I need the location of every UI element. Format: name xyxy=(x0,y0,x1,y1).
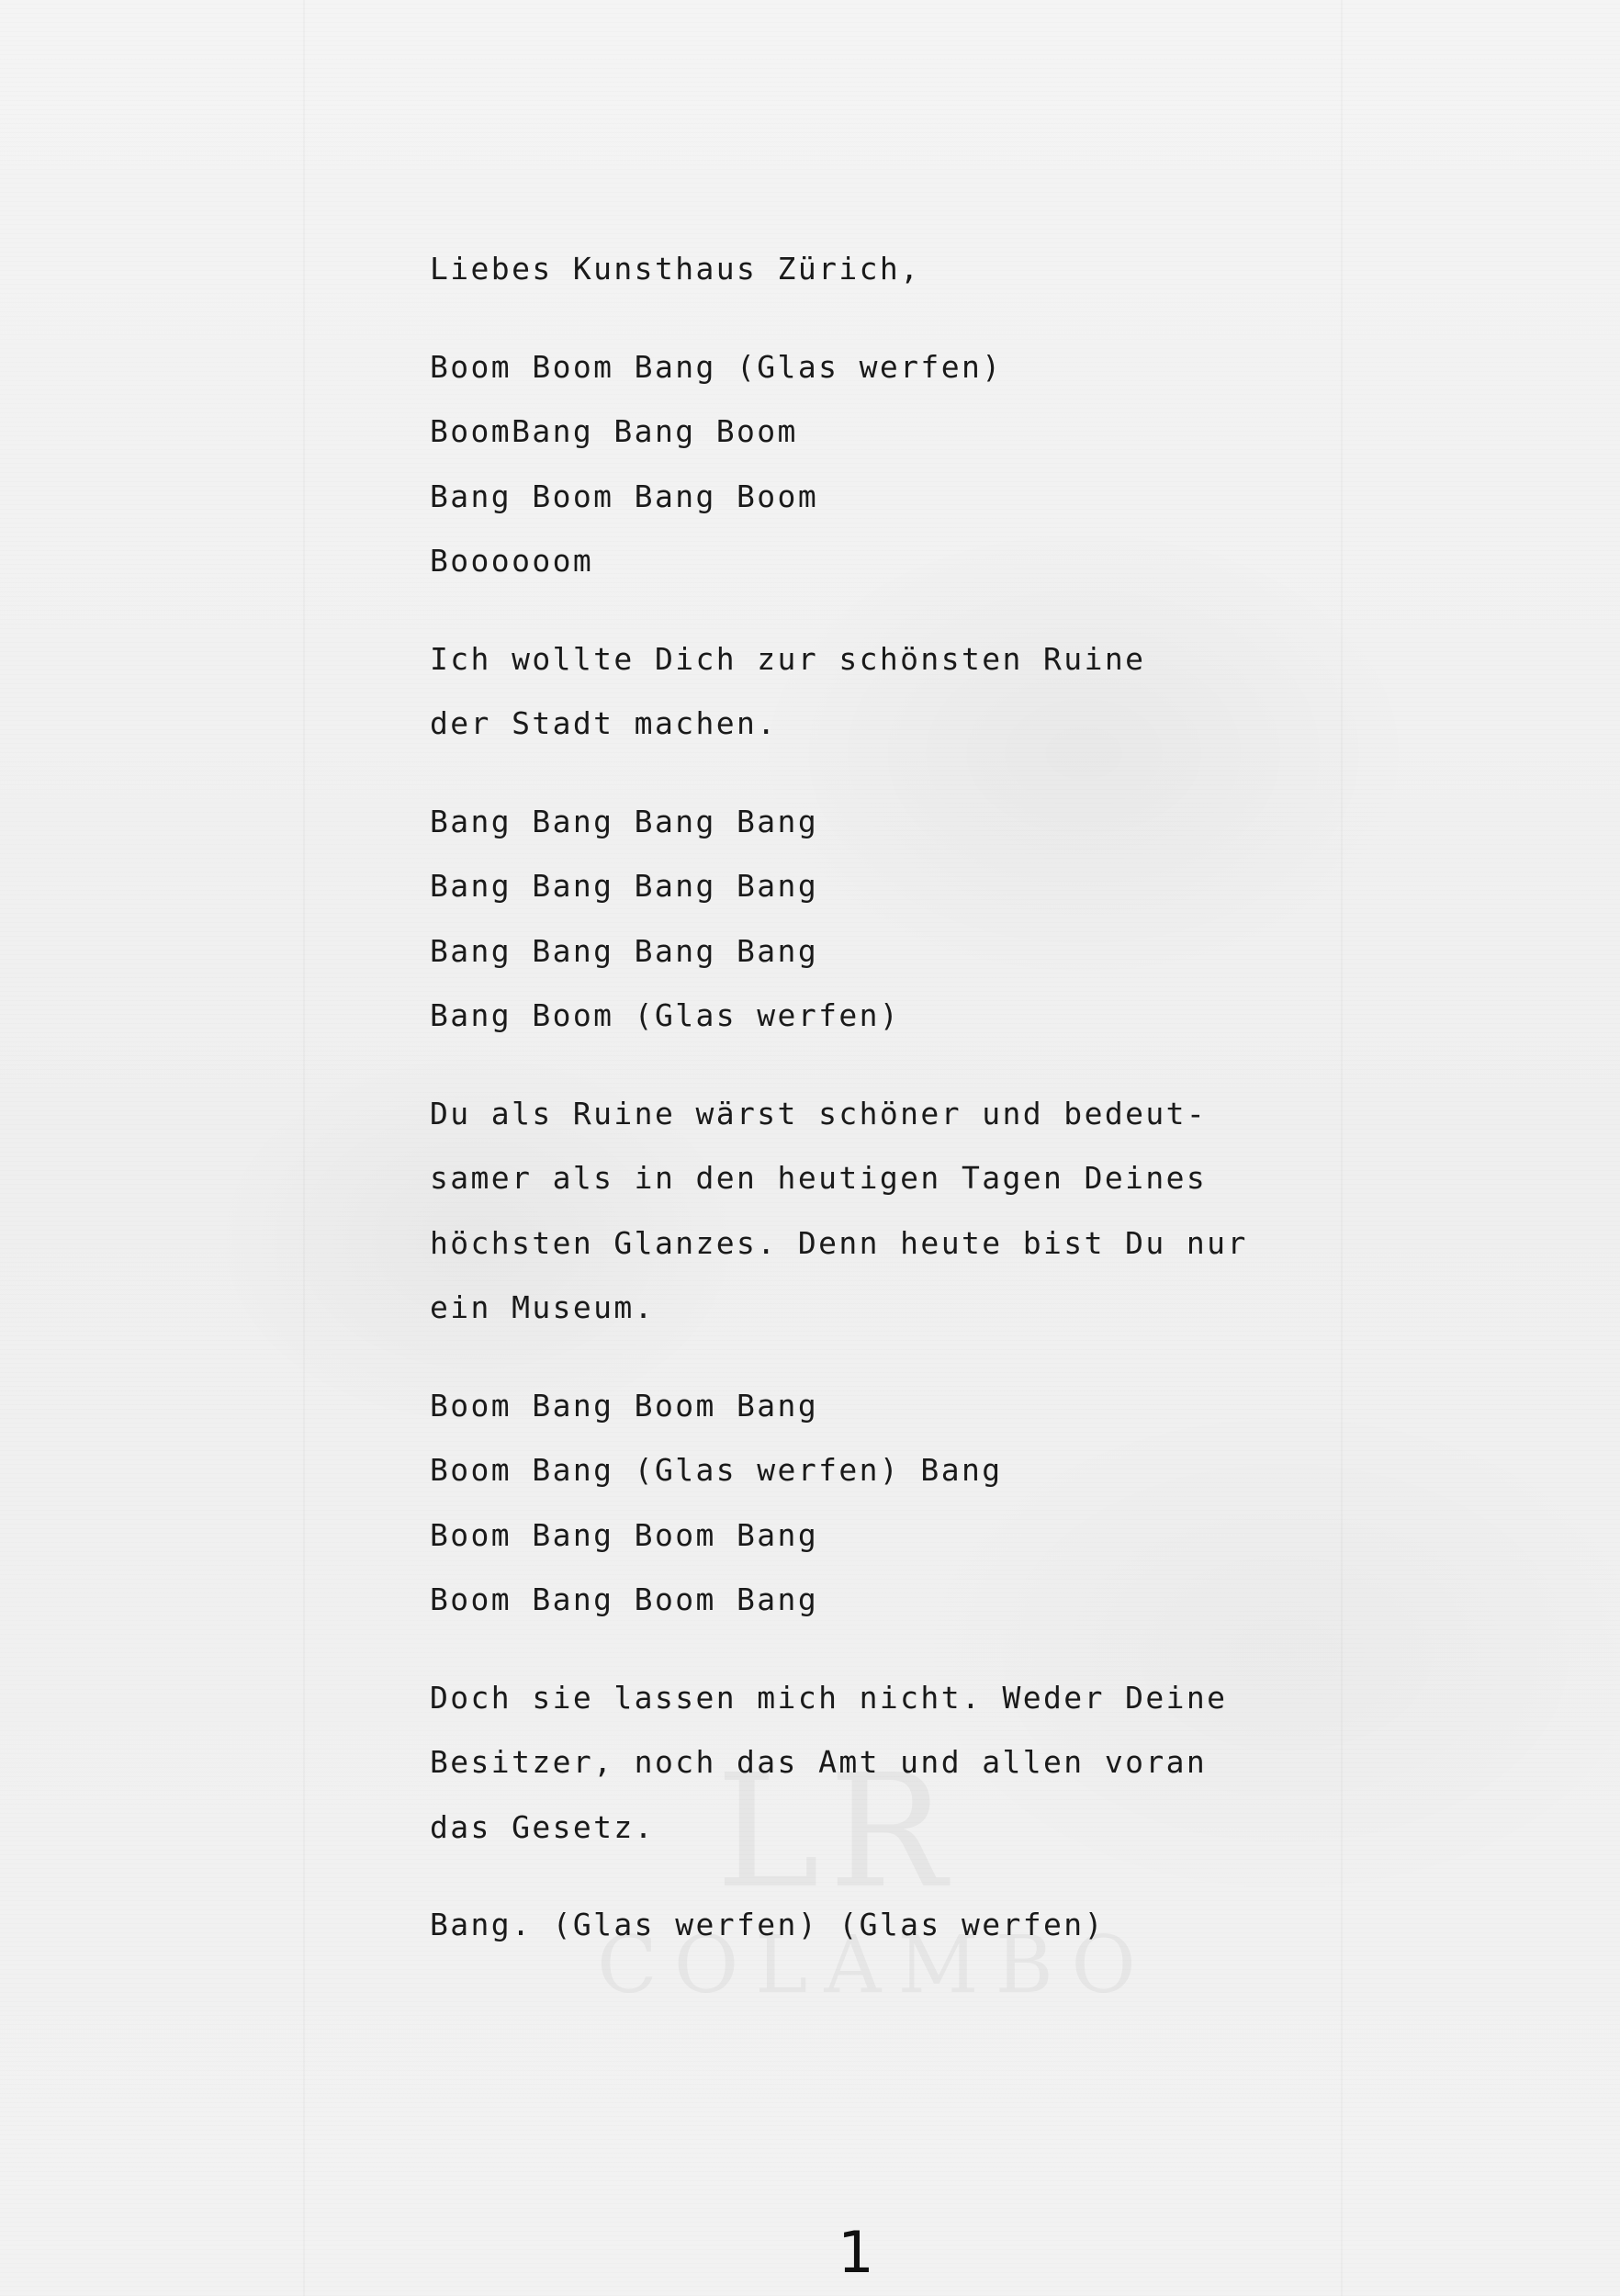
paragraph-3 xyxy=(430,1675,1348,1870)
letter-line: Doch sie lassen mich nicht. Weder Deine xyxy=(430,1679,1228,1716)
letter-line: Boom Bang Boom Bang xyxy=(430,1516,819,1553)
letter-line: samer als in den heutigen Tagen Deines xyxy=(430,1160,1208,1196)
letter-line: BoomBang Bang Boom xyxy=(430,413,798,449)
letter-line: Bang Boom Bang Boom xyxy=(430,478,819,514)
typewritten-letter xyxy=(430,246,1348,1967)
letter-line: das Gesetz. xyxy=(430,1808,655,1845)
stanza-3 xyxy=(430,1383,1348,1642)
letter-line: ein Museum. xyxy=(430,1289,655,1325)
letter-line: Besitzer, noch das Amt und allen voran xyxy=(430,1744,1208,1780)
stanza-1 xyxy=(430,344,1348,603)
page-number: 1 xyxy=(838,2219,874,2286)
paper-fold xyxy=(303,0,305,2296)
letter-line: Du als Ruine wärst schöner und bedeut- xyxy=(430,1095,1208,1131)
letter-line: Boom Bang Boom Bang xyxy=(430,1581,819,1617)
letter-closing: Bang. (Glas werfen) (Glas werfen) xyxy=(430,1907,1105,1942)
letter-line: Boom Bang (Glas werfen) Bang xyxy=(430,1452,1003,1488)
letter-line: Bang Bang Bang Bang xyxy=(430,803,819,839)
stanza-2 xyxy=(430,799,1348,1058)
letter-line: höchsten Glanzes. Denn heute bist Du nur xyxy=(430,1224,1248,1261)
letter-line: Bang Boom (Glas werfen) xyxy=(430,997,901,1033)
letter-line: Ich wollte Dich zur schönsten Ruine xyxy=(430,640,1146,677)
paragraph-2 xyxy=(430,1091,1348,1350)
letter-greeting: Liebes Kunsthaus Zürich, xyxy=(430,251,921,287)
paragraph-1 xyxy=(430,636,1348,766)
letter-line: Boom Boom Bang (Glas werfen) xyxy=(430,348,1003,385)
letter-line: der Stadt machen. xyxy=(430,705,778,741)
letter-line: Boom Bang Boom Bang xyxy=(430,1387,819,1424)
letter-line: Bang Bang Bang Bang xyxy=(430,932,819,969)
letter-line: Boooooom xyxy=(430,543,594,579)
letter-line: Bang Bang Bang Bang xyxy=(430,868,819,904)
